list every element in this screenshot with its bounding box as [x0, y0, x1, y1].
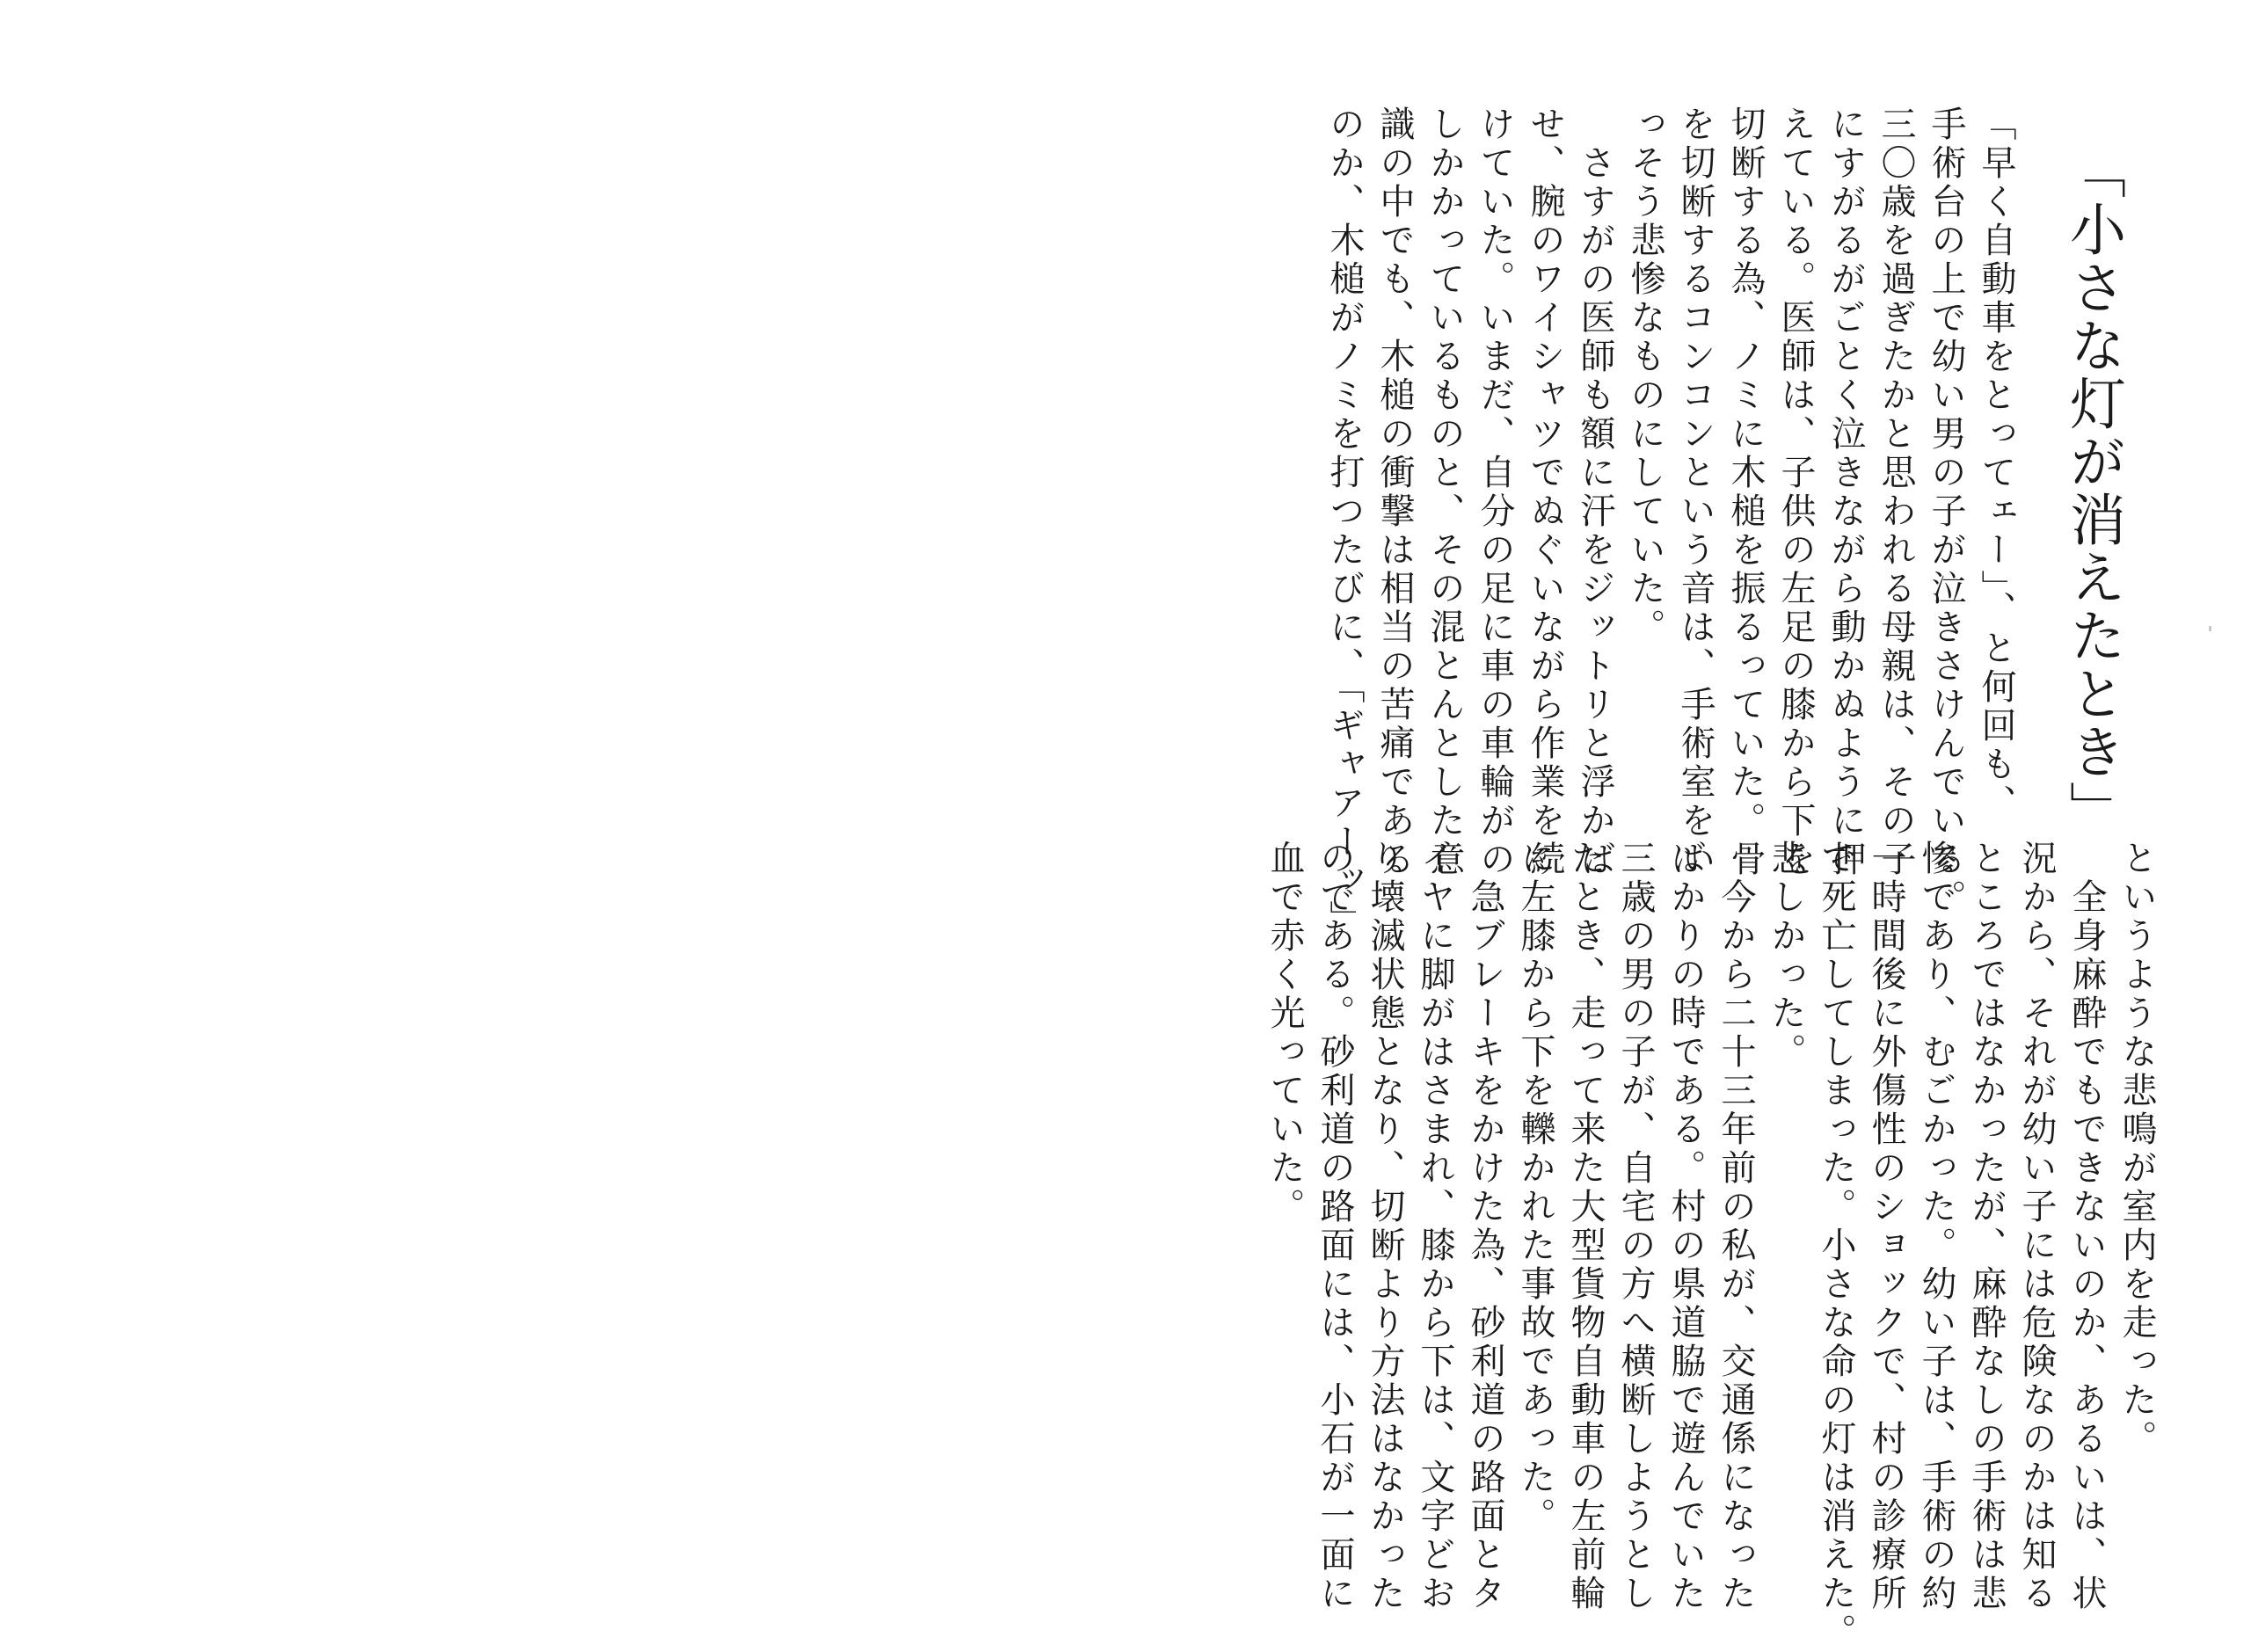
text-line: 況から、それが幼い子には危険なのかは知る [2016, 840, 2057, 1613]
scan-artifact [2209, 626, 2211, 631]
text-line: に左膝から下を轢かれた事故であった。 [1515, 840, 1555, 1536]
text-line: 全身麻酔でもできないのか、あるいは、状 [2066, 840, 2107, 1613]
text-line: ところではなかったが、麻酔なしの手術は悲 [1966, 840, 2007, 1613]
text-line: 惨であり、むごかった。幼い子は、手術の約 [1916, 840, 1956, 1613]
lower-text-block [1212, 840, 2161, 1652]
text-line: 「早く自動車をとってェー」、と何回も、 [1976, 106, 2016, 823]
text-line: 今から二十三年前の私が、交通係になった [1716, 840, 1756, 1613]
text-line: のである。砂利道の路面には、小石が一面に [1315, 840, 1355, 1613]
text-line: ばかりの時である。村の県道脇で遊んでいた [1665, 840, 1706, 1613]
text-line: り壊滅状態となり、切断より方法はなかった [1365, 840, 1405, 1613]
text-line: さすがの医師も額に汗をジットリと浮かば [1575, 106, 1615, 879]
essay-title: 「小さな灯が消えたとき」 [2060, 142, 2125, 839]
text-line: 三〇歳を過ぎたかと思われる母親は、その子 [1876, 106, 1916, 879]
text-line: イヤに脚がはさまれ、膝から下は、文字どお [1415, 840, 1455, 1613]
text-line: 手術台の上で幼い男の子が泣きさけんでいる。 [1926, 106, 1966, 918]
text-line: を切断するコンコンという音は、手術室をい [1675, 106, 1716, 879]
text-line: せ、腕のワイシャツでぬぐいながら作業を続 [1525, 106, 1565, 879]
text-line: というような悲鳴が室内を走った。 [2116, 840, 2157, 1459]
text-line: 識の中でも、木槌の衝撃は相当の苦痛である [1374, 106, 1415, 879]
text-line: 一時間後に外傷性のショックで、村の診療所 [1866, 840, 1906, 1613]
text-line: で死亡してしまった。小さな命の灯は消えた。 [1816, 840, 1856, 1652]
text-line: にすがるがごとく泣きながら動かぬように押 [1825, 106, 1866, 879]
text-line: 悲しかった。 [1766, 840, 1806, 1072]
text-line: 切断する為、ノミに木槌を振るっていた。骨 [1725, 106, 1766, 879]
text-line: のか、木槌がノミを打つたびに、「ギャアーッ」 [1324, 106, 1365, 939]
text-line: 急ブレーキをかけた為、砂利道の路面とタ [1465, 840, 1505, 1613]
text-line: っそう悲惨なものにしていた。 [1625, 106, 1665, 647]
text-line: 血で赤く光っていた。 [1264, 840, 1305, 1226]
upper-text-block [1212, 106, 2021, 939]
text-line: たとき、走って来た大型貨物自動車の左前輪 [1565, 840, 1606, 1613]
text-line: けていた。いまだ、自分の足に車の車輪がの [1475, 106, 1515, 879]
text-line: 三歳の男の子が、自宅の方へ横断しようとし [1615, 840, 1656, 1613]
text-line: しかかっているものと、その混とんとした意 [1424, 106, 1465, 879]
text-line: えている。医師は、子供の左足の膝から下を [1775, 106, 1816, 879]
